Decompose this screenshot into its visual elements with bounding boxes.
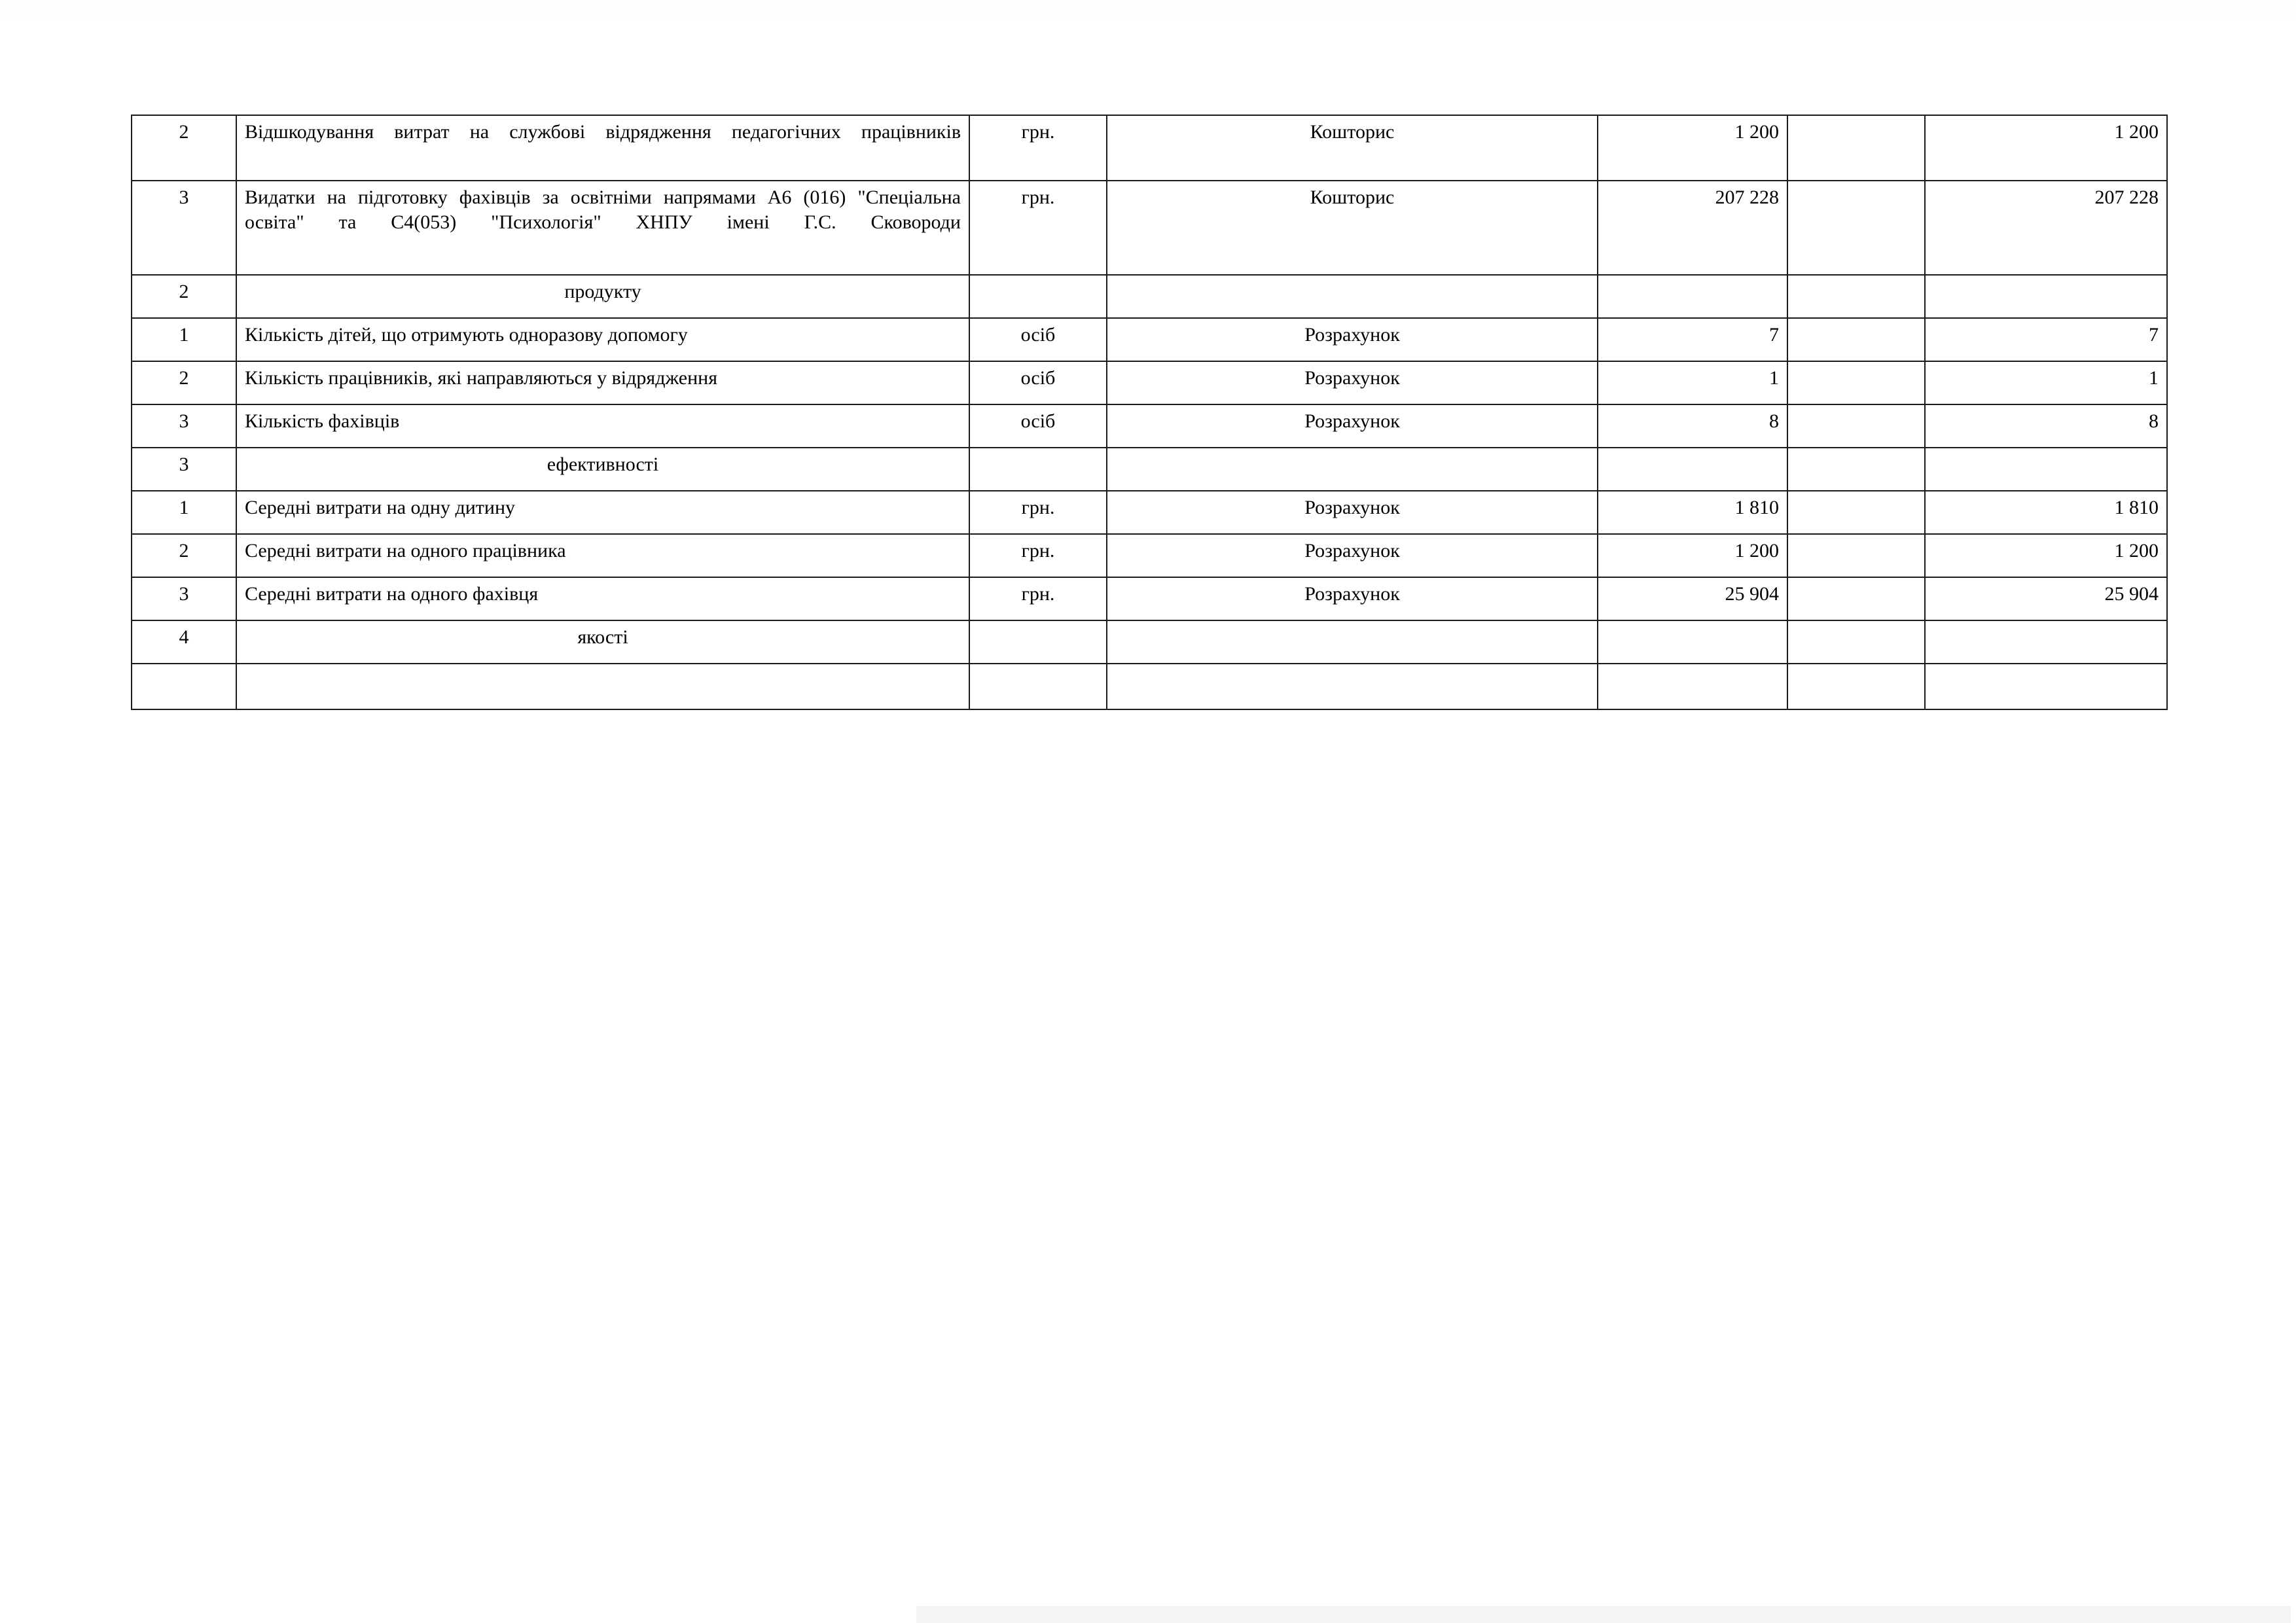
cell-row-number: 1 bbox=[132, 318, 236, 361]
cell-indicator-name: якості bbox=[236, 620, 969, 664]
cell-row-number: 2 bbox=[132, 115, 236, 181]
table-body bbox=[132, 115, 2167, 709]
cell-value-3: 207 228 bbox=[1925, 181, 2167, 275]
scan-edge-top bbox=[0, 0, 2296, 20]
cell-value-3: 8 bbox=[1925, 404, 2167, 448]
cell-value-1: 207 228 bbox=[1598, 181, 1787, 275]
cell-value-2 bbox=[1787, 361, 1925, 404]
table-row bbox=[132, 491, 2167, 534]
cell-unit: осіб bbox=[969, 318, 1107, 361]
cell-value-1: 25 904 bbox=[1598, 577, 1787, 620]
table-row bbox=[132, 361, 2167, 404]
table-row bbox=[132, 577, 2167, 620]
cell-value-3 bbox=[1925, 275, 2167, 318]
cell-source: Розрахунок bbox=[1107, 404, 1598, 448]
cell-source: Розрахунок bbox=[1107, 534, 1598, 577]
cell-row-number: 3 bbox=[132, 404, 236, 448]
cell-value-2 bbox=[1787, 491, 1925, 534]
cell-unit: осіб bbox=[969, 361, 1107, 404]
cell-value-1: 1 810 bbox=[1598, 491, 1787, 534]
table-row bbox=[132, 181, 2167, 275]
cell-source bbox=[1107, 664, 1598, 709]
cell-indicator-name: Відшкодування витрат на службові відрядження педагогічних працівників bbox=[236, 115, 969, 181]
cell-source: Розрахунок bbox=[1107, 361, 1598, 404]
cell-source bbox=[1107, 620, 1598, 664]
cell-source bbox=[1107, 448, 1598, 491]
cell-value-2 bbox=[1787, 404, 1925, 448]
cell-value-2 bbox=[1787, 620, 1925, 664]
cell-indicator-name: Середні витрати на одного працівника bbox=[236, 534, 969, 577]
cell-unit: грн. bbox=[969, 115, 1107, 181]
cell-value-2 bbox=[1787, 664, 1925, 709]
cell-value-3: 1 200 bbox=[1925, 115, 2167, 181]
scan-edge-bottom bbox=[916, 1606, 2291, 1623]
cell-value-1: 1 bbox=[1598, 361, 1787, 404]
cell-value-1: 8 bbox=[1598, 404, 1787, 448]
cell-value-3 bbox=[1925, 620, 2167, 664]
table-row bbox=[132, 620, 2167, 664]
cell-value-3: 1 bbox=[1925, 361, 2167, 404]
cell-value-1 bbox=[1598, 620, 1787, 664]
cell-value-1 bbox=[1598, 664, 1787, 709]
cell-indicator-name: Кількість фахівців bbox=[236, 404, 969, 448]
table-row bbox=[132, 404, 2167, 448]
cell-value-2 bbox=[1787, 115, 1925, 181]
cell-value-3: 7 bbox=[1925, 318, 2167, 361]
table-row bbox=[132, 318, 2167, 361]
cell-value-1: 1 200 bbox=[1598, 534, 1787, 577]
cell-row-number: 2 bbox=[132, 361, 236, 404]
cell-value-2 bbox=[1787, 448, 1925, 491]
cell-value-3: 1 200 bbox=[1925, 534, 2167, 577]
cell-row-number: 3 bbox=[132, 448, 236, 491]
cell-row-number: 2 bbox=[132, 534, 236, 577]
budget-indicators-table bbox=[131, 115, 2168, 710]
cell-unit bbox=[969, 664, 1107, 709]
cell-unit bbox=[969, 275, 1107, 318]
cell-value-3: 25 904 bbox=[1925, 577, 2167, 620]
cell-value-2 bbox=[1787, 181, 1925, 275]
table-row bbox=[132, 448, 2167, 491]
cell-value-3: 1 810 bbox=[1925, 491, 2167, 534]
cell-indicator-name: Кількість дітей, що отримують одноразову допомогу bbox=[236, 318, 969, 361]
cell-source: Кошторис bbox=[1107, 181, 1598, 275]
cell-value-1: 1 200 bbox=[1598, 115, 1787, 181]
cell-row-number: 2 bbox=[132, 275, 236, 318]
cell-row-number: 4 bbox=[132, 620, 236, 664]
cell-value-3 bbox=[1925, 664, 2167, 709]
cell-source: Розрахунок bbox=[1107, 318, 1598, 361]
budget-indicators-table-wrapper bbox=[131, 115, 2166, 710]
cell-value-3 bbox=[1925, 448, 2167, 491]
cell-unit: грн. bbox=[969, 491, 1107, 534]
cell-value-2 bbox=[1787, 534, 1925, 577]
cell-unit: осіб bbox=[969, 404, 1107, 448]
cell-row-number bbox=[132, 664, 236, 709]
table-row bbox=[132, 275, 2167, 318]
cell-value-1 bbox=[1598, 448, 1787, 491]
cell-value-2 bbox=[1787, 577, 1925, 620]
cell-value-2 bbox=[1787, 275, 1925, 318]
cell-indicator-name: продукту bbox=[236, 275, 969, 318]
cell-unit: грн. bbox=[969, 534, 1107, 577]
cell-indicator-name: Кількість працівників, які направляються у відрядження bbox=[236, 361, 969, 404]
table-row bbox=[132, 534, 2167, 577]
cell-unit: грн. bbox=[969, 577, 1107, 620]
cell-indicator-name bbox=[236, 664, 969, 709]
cell-value-1: 7 bbox=[1598, 318, 1787, 361]
cell-row-number: 1 bbox=[132, 491, 236, 534]
cell-unit: грн. bbox=[969, 181, 1107, 275]
table-row bbox=[132, 664, 2167, 709]
cell-row-number: 3 bbox=[132, 577, 236, 620]
table-row bbox=[132, 115, 2167, 181]
cell-unit bbox=[969, 448, 1107, 491]
cell-source: Кошторис bbox=[1107, 115, 1598, 181]
cell-source: Розрахунок bbox=[1107, 577, 1598, 620]
cell-indicator-name: Видатки на підготовку фахівців за освітніми напрямами А6 (016) "Спеціальна освіта" та С4(053) "Психологія" ХНПУ імені Г.С. Сковороди bbox=[236, 181, 969, 275]
cell-indicator-name: Середні витрати на одного фахівця bbox=[236, 577, 969, 620]
cell-unit bbox=[969, 620, 1107, 664]
cell-indicator-name: Середні витрати на одну дитину bbox=[236, 491, 969, 534]
cell-value-2 bbox=[1787, 318, 1925, 361]
cell-indicator-name: ефективності bbox=[236, 448, 969, 491]
cell-value-1 bbox=[1598, 275, 1787, 318]
cell-row-number: 3 bbox=[132, 181, 236, 275]
cell-source: Розрахунок bbox=[1107, 491, 1598, 534]
cell-source bbox=[1107, 275, 1598, 318]
